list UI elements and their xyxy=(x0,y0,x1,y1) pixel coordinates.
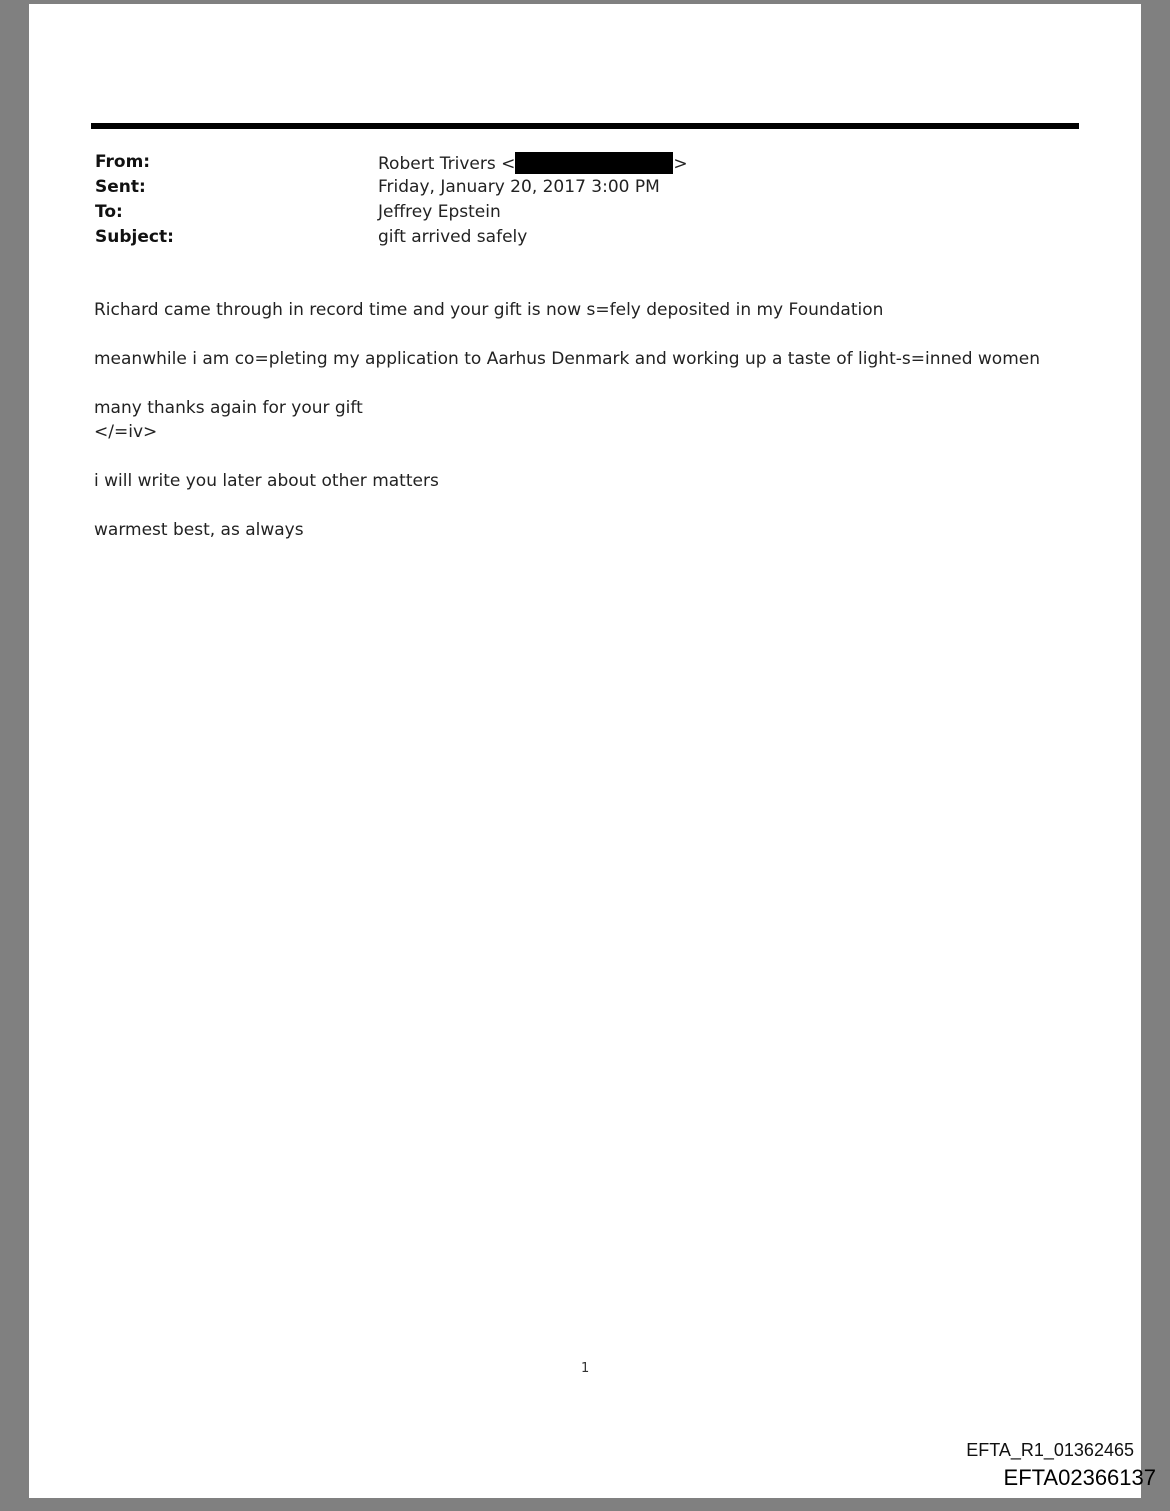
body-line: meanwhile i am co=pleting my application to Aarhus Denmark and working up a taste of light-s=inned women xyxy=(94,349,1040,369)
subject-value: gift arrived safely xyxy=(378,227,528,247)
bates-stamp-top: EFTA_R1_01362465 xyxy=(966,1440,1134,1460)
subject-label: Subject: xyxy=(95,227,174,247)
bates-stamp-bottom: EFTA02366137 xyxy=(1003,1465,1156,1490)
from-name: Robert Trivers < xyxy=(378,154,516,174)
body-line: many thanks again for your gift xyxy=(94,398,363,418)
to-label: To: xyxy=(95,202,123,222)
from-value xyxy=(378,152,688,174)
body-line: i will write you later about other matters xyxy=(94,471,439,491)
sent-label: Sent: xyxy=(95,177,146,197)
body-line: Richard came through in record time and your gift is now s=fely deposited in my Foundation xyxy=(94,300,884,320)
body-line: warmest best, as always xyxy=(94,520,304,540)
sent-value: Friday, January 20, 2017 3:00 PM xyxy=(378,177,660,197)
page-number: 1 xyxy=(581,1361,590,1376)
from-label: From: xyxy=(95,152,151,172)
document-page xyxy=(29,4,1141,1498)
redaction-block xyxy=(515,152,673,174)
header-rule xyxy=(91,123,1079,129)
body-line: </=iv> xyxy=(94,422,158,442)
from-close: > xyxy=(673,154,688,174)
to-value: Jeffrey Epstein xyxy=(378,202,501,222)
